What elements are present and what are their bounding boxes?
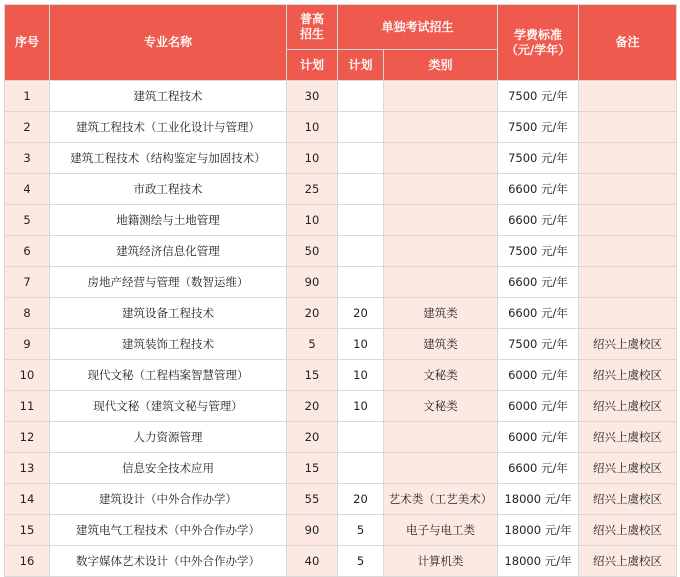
cell-general-plan: 15 (287, 360, 338, 391)
cell-note (579, 81, 677, 112)
cell-category (384, 422, 498, 453)
cell-note (579, 236, 677, 267)
cell-index: 5 (5, 205, 50, 236)
cell-index: 3 (5, 143, 50, 174)
cell-index: 1 (5, 81, 50, 112)
table-row (5, 174, 677, 205)
cell-note: 绍兴上虞校区 (579, 391, 677, 422)
cell-fee: 6000 元/年 (498, 391, 579, 422)
cell-category: 文秘类 (384, 360, 498, 391)
cell-note: 绍兴上虞校区 (579, 329, 677, 360)
cell-general-plan: 90 (287, 515, 338, 546)
cell-single-plan: 5 (338, 546, 384, 577)
cell-index: 12 (5, 422, 50, 453)
cell-fee: 18000 元/年 (498, 484, 579, 515)
cell-note: 绍兴上虞校区 (579, 484, 677, 515)
cell-index: 9 (5, 329, 50, 360)
cell-single-plan: 20 (338, 484, 384, 515)
cell-category: 计算机类 (384, 546, 498, 577)
cell-major: 房地产经营与管理（数智运维） (50, 267, 287, 298)
cell-single-plan: 20 (338, 298, 384, 329)
table-row (5, 112, 677, 143)
cell-category (384, 143, 498, 174)
cell-category: 文秘类 (384, 391, 498, 422)
table-row (5, 205, 677, 236)
cell-category: 电子与电工类 (384, 515, 498, 546)
cell-fee: 18000 元/年 (498, 515, 579, 546)
table-row (5, 143, 677, 174)
cell-single-plan (338, 81, 384, 112)
cell-general-plan: 40 (287, 546, 338, 577)
cell-major: 市政工程技术 (50, 174, 287, 205)
cell-single-plan (338, 453, 384, 484)
cell-index: 7 (5, 267, 50, 298)
header-single-plan: 计划 (338, 50, 384, 81)
cell-fee: 6600 元/年 (498, 174, 579, 205)
cell-fee: 6600 元/年 (498, 205, 579, 236)
cell-index: 15 (5, 515, 50, 546)
cell-general-plan: 25 (287, 174, 338, 205)
cell-category: 建筑类 (384, 329, 498, 360)
header-single-category: 类别 (384, 50, 498, 81)
cell-index: 16 (5, 546, 50, 577)
cell-category: 建筑类 (384, 298, 498, 329)
enrollment-plan-table (4, 4, 677, 577)
cell-major: 建筑经济信息化管理 (50, 236, 287, 267)
cell-category (384, 205, 498, 236)
cell-note: 绍兴上虞校区 (579, 546, 677, 577)
cell-note: 绍兴上虞校区 (579, 422, 677, 453)
table-row (5, 391, 677, 422)
cell-general-plan: 20 (287, 298, 338, 329)
table-row (5, 422, 677, 453)
cell-major: 建筑工程技术 (50, 81, 287, 112)
cell-fee: 6000 元/年 (498, 360, 579, 391)
cell-category (384, 112, 498, 143)
cell-fee: 7500 元/年 (498, 236, 579, 267)
cell-note (579, 143, 677, 174)
cell-fee: 6000 元/年 (498, 422, 579, 453)
cell-major: 信息安全技术应用 (50, 453, 287, 484)
table-row (5, 453, 677, 484)
cell-single-plan (338, 267, 384, 298)
cell-major: 建筑设计（中外合作办学） (50, 484, 287, 515)
table-row (5, 329, 677, 360)
header-note: 备注 (579, 5, 677, 81)
cell-general-plan: 15 (287, 453, 338, 484)
cell-index: 8 (5, 298, 50, 329)
cell-general-plan: 55 (287, 484, 338, 515)
cell-general-plan: 90 (287, 267, 338, 298)
cell-index: 11 (5, 391, 50, 422)
cell-single-plan (338, 422, 384, 453)
cell-note (579, 205, 677, 236)
cell-note (579, 298, 677, 329)
table-row (5, 360, 677, 391)
cell-fee: 6600 元/年 (498, 298, 579, 329)
cell-fee: 18000 元/年 (498, 546, 579, 577)
cell-major: 现代文秘（工程档案智慧管理） (50, 360, 287, 391)
cell-single-plan: 10 (338, 391, 384, 422)
cell-note: 绍兴上虞校区 (579, 515, 677, 546)
cell-major: 建筑电气工程技术（中外合作办学） (50, 515, 287, 546)
table-row (5, 484, 677, 515)
cell-note (579, 267, 677, 298)
cell-single-plan (338, 112, 384, 143)
cell-general-plan: 20 (287, 422, 338, 453)
cell-fee: 6600 元/年 (498, 267, 579, 298)
cell-index: 10 (5, 360, 50, 391)
cell-note: 绍兴上虞校区 (579, 360, 677, 391)
table-row (5, 298, 677, 329)
cell-major: 建筑设备工程技术 (50, 298, 287, 329)
cell-category: 艺术类（工艺美术） (384, 484, 498, 515)
cell-single-plan (338, 174, 384, 205)
header-general-enrollment: 普高 招生 (287, 5, 338, 50)
cell-category (384, 174, 498, 205)
cell-major: 建筑工程技术（结构鉴定与加固技术） (50, 143, 287, 174)
cell-single-plan (338, 143, 384, 174)
header-general-plan: 计划 (287, 50, 338, 81)
header-fee: 学费标准 （元/学年） (498, 5, 579, 81)
cell-major: 建筑工程技术（工业化设计与管理） (50, 112, 287, 143)
cell-general-plan: 20 (287, 391, 338, 422)
cell-note: 绍兴上虞校区 (579, 453, 677, 484)
cell-category (384, 236, 498, 267)
cell-category (384, 453, 498, 484)
cell-general-plan: 30 (287, 81, 338, 112)
cell-general-plan: 10 (287, 205, 338, 236)
cell-category (384, 81, 498, 112)
header-single-exam: 单独考试招生 (338, 5, 498, 50)
table-row (5, 515, 677, 546)
cell-single-plan: 10 (338, 329, 384, 360)
cell-general-plan: 5 (287, 329, 338, 360)
table-row (5, 546, 677, 577)
cell-major: 数字媒体艺术设计（中外合作办学） (50, 546, 287, 577)
cell-index: 2 (5, 112, 50, 143)
cell-general-plan: 50 (287, 236, 338, 267)
cell-fee: 7500 元/年 (498, 112, 579, 143)
table-body (5, 81, 677, 577)
cell-index: 14 (5, 484, 50, 515)
table-row (5, 267, 677, 298)
cell-index: 4 (5, 174, 50, 205)
cell-major: 现代文秘（建筑文秘与管理） (50, 391, 287, 422)
header-major: 专业名称 (50, 5, 287, 81)
cell-fee: 7500 元/年 (498, 329, 579, 360)
cell-fee: 6600 元/年 (498, 453, 579, 484)
cell-index: 13 (5, 453, 50, 484)
cell-category (384, 267, 498, 298)
cell-single-plan: 5 (338, 515, 384, 546)
cell-index: 6 (5, 236, 50, 267)
table-row (5, 236, 677, 267)
cell-general-plan: 10 (287, 143, 338, 174)
cell-single-plan (338, 205, 384, 236)
cell-major: 建筑装饰工程技术 (50, 329, 287, 360)
cell-fee: 7500 元/年 (498, 143, 579, 174)
cell-major: 地籍测绘与土地管理 (50, 205, 287, 236)
header-index: 序号 (5, 5, 50, 81)
table-row (5, 81, 677, 112)
cell-major: 人力资源管理 (50, 422, 287, 453)
cell-fee: 7500 元/年 (498, 81, 579, 112)
cell-note (579, 174, 677, 205)
cell-note (579, 112, 677, 143)
cell-general-plan: 10 (287, 112, 338, 143)
cell-single-plan (338, 236, 384, 267)
cell-single-plan: 10 (338, 360, 384, 391)
